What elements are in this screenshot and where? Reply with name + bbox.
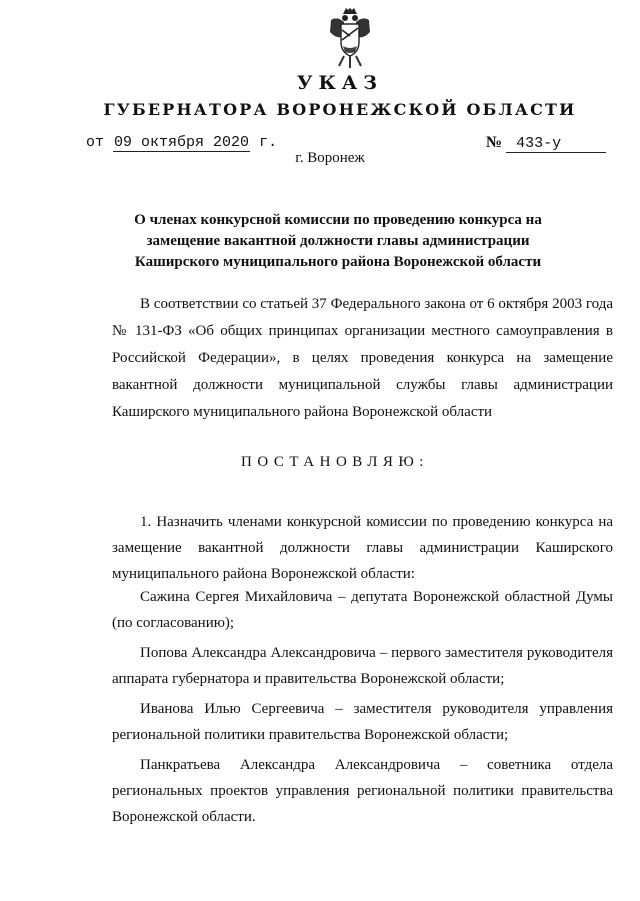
document-type: УКАЗ (297, 72, 383, 94)
coat-of-arms-icon (327, 6, 373, 70)
decree-word: ПОСТАНОВЛЯЮ: (241, 454, 429, 470)
date-value: 09 октября 2020 (114, 134, 250, 151)
member-item: Попова Александра Александровича – первого заместителя руководителя аппарата губернатора и правительства Воронежской области; (112, 645, 613, 687)
member-item: Иванова Илью Сергеевича – заместителя руководителя управления региональной политики правительства Воронежской области; (112, 701, 613, 743)
city: г. Воронеж (295, 150, 365, 166)
number-sign: № (486, 134, 503, 151)
document-title: О членах конкурсной комиссии по проведению конкурса на замещение вакантной должности главы администрации Каширского муниципального района Воронежской области (134, 212, 542, 270)
member-item: Сажина Сергея Михайловича – депутата Воронежской областной Думы (по согласованию); (112, 589, 613, 631)
date-prefix: от (86, 134, 105, 151)
preamble-paragraph: В соответствии со статьей 37 Федерального закона от 6 октября 2003 года № 131-ФЗ «Об общих принципах организации местного самоуправления в Российской Федерации», в целях проведения конкурса на замещение вакантной должности муниципальной службы главы администрации Каширского муниципального района Воронежской области (112, 296, 613, 420)
number-value: 433-у (506, 135, 606, 153)
issuer-title: ГУБЕРНАТОРА ВОРОНЕЖСКОЙ ОБЛАСТИ (103, 100, 577, 119)
member-item: Панкратьева Александра Александровича – советника отдела региональных проектов управления региональной политики правительства Воронежской области. (112, 757, 613, 825)
date-suffix: г. (259, 134, 278, 151)
item-1-paragraph: 1. Назначить членами конкурсной комиссии по проведению конкурса на замещение вакантной должности главы администрации Каширского муниципального района Воронежской области: (112, 514, 613, 582)
date-line (86, 134, 277, 151)
members-list (112, 584, 613, 830)
